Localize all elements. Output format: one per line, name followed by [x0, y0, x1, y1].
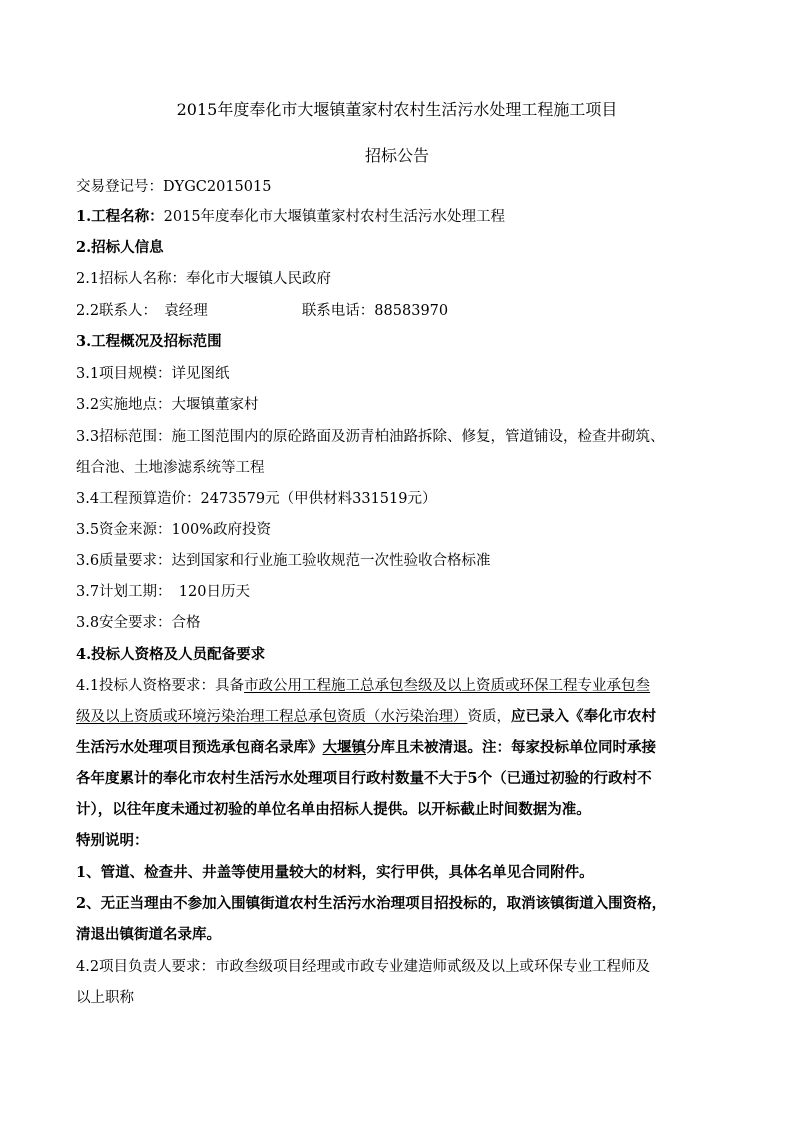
contact-line	[76, 301, 448, 321]
special-note-1: 1、管道、检查井、井盖等使用量较大的材料，实行甲供，具体名单见合同附件。	[76, 864, 594, 881]
bidder-qualification-line-3	[76, 738, 656, 758]
planned-duration: 3.7计划工期： 120日历天	[76, 584, 250, 600]
section-2-heading: 2.招标人信息	[76, 239, 164, 256]
qualification-requirement-underlined-2: 级及以上资质或环境污染治理工程总承包资质（水污染治理）	[76, 709, 468, 725]
section-3-heading: 3.工程概况及招标范围	[76, 333, 222, 350]
safety-requirement: 3.8安全要求：合格	[76, 615, 201, 631]
qualification-bold-2a: 生活污水处理项目预选承包商名录库》	[76, 739, 323, 756]
section-1-label: 1.工程名称：	[76, 208, 164, 225]
budget-cost: 3.4工程预算造价：2473579元（甲供材料331519元）	[76, 491, 437, 507]
tender-scope-line-1: 3.3招标范围：施工图范围内的原砼路面及沥青柏油路拆除、修复，管道铺设，检查井砌筑、	[76, 429, 665, 445]
section-1-project-name	[76, 207, 505, 227]
project-manager-requirement-line-2: 以上职称	[76, 990, 134, 1006]
registration-number: 交易登记号：DYGC2015015	[76, 179, 272, 195]
qualification-bold-1: 应已录入《奉化市农村	[511, 708, 656, 725]
project-location: 3.2实施地点：大堰镇董家村	[76, 397, 259, 413]
qualification-mid: 资质，	[467, 709, 511, 725]
project-manager-requirement-line-1: 4.2项目负责人要求：市政叁级项目经理或市政专业建造师贰级及以上或环保专业工程师及	[76, 959, 651, 975]
tender-scope-line-2: 组合池、土地渗滤系统等工程	[76, 460, 265, 476]
qualification-bold-2b: 分库且未被清退。注：每家投标单位同时承接	[366, 739, 656, 756]
fund-source: 3.5资金来源：100%政府投资	[76, 522, 272, 538]
quality-requirement: 3.6质量要求：达到国家和行业施工验收规范一次性验收合格标准	[76, 553, 491, 569]
document-subtitle: 招标公告	[364, 146, 429, 165]
contact-person: 2.2联系人： 袁经理	[76, 303, 208, 319]
bidder-qualification-line-2	[76, 707, 656, 727]
qualification-bold-2-underlined: 大堰镇	[322, 739, 366, 756]
special-note-2-line-1: 2、无正当理由不参加入围镇街道农村生活污水治理项目招投标的，取消该镇街道入围资格，	[76, 895, 667, 912]
qualification-requirement-underlined-1: 市政公用工程施工总承包叁级及以上资质或环保工程专业承包叁	[244, 678, 651, 694]
project-scale: 3.1项目规模：详见图纸	[76, 366, 230, 382]
tenderer-name: 2.1招标人名称：奉化市大堰镇人民政府	[76, 271, 332, 287]
bidder-qualification-line-5: 计），以往年度未通过初验的单位名单由招标人提供。以开标截止时间数据为准。	[76, 801, 591, 818]
special-note-heading: 特别说明：	[76, 832, 149, 849]
document-title: 2015年度奉化市大堰镇董家村农村生活污水处理工程施工项目	[176, 100, 618, 119]
qualification-prefix: 4.1投标人资格要求：具备	[76, 678, 245, 694]
bidder-qualification-line-1	[76, 676, 650, 696]
contact-phone: 联系电话：88583970	[301, 303, 449, 319]
bidder-qualification-line-4: 各年度累计的奉化市农村生活污水处理项目行政村数量不大于5个（已通过初验的行政村不	[76, 770, 652, 787]
section-4-heading: 4.投标人资格及人员配备要求	[76, 646, 266, 663]
section-1-value: 2015年度奉化市大堰镇董家村农村生活污水处理工程	[163, 209, 506, 225]
special-note-2-line-2: 清退出镇街道名录库。	[76, 926, 221, 943]
